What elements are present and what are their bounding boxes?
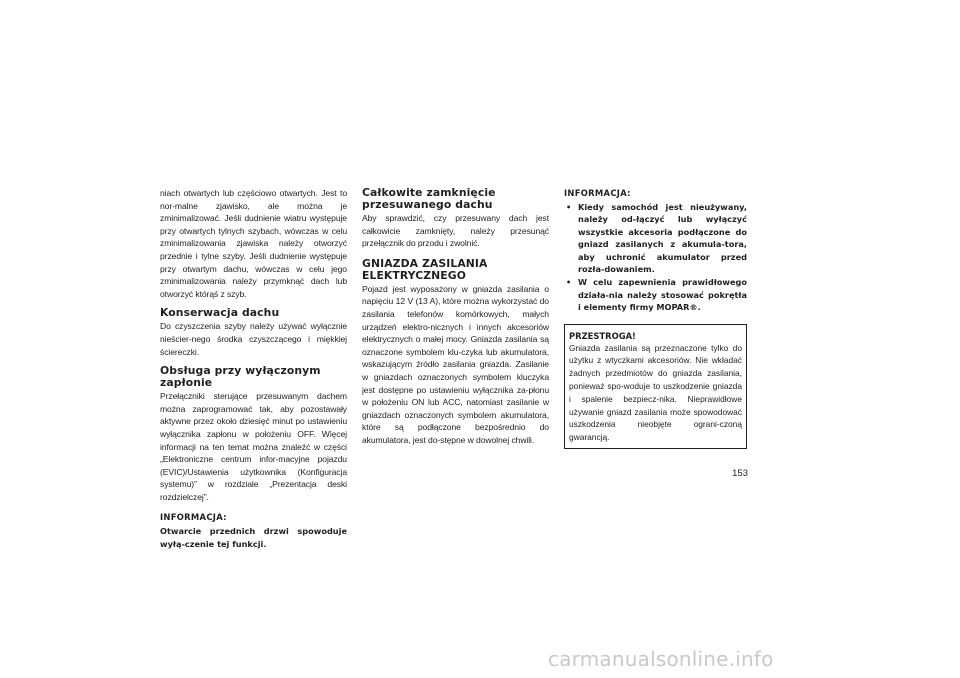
text-column-middle (362, 187, 549, 447)
heading-ignition-off-operation: Obsługa przy wyłączonym zapłonie (160, 364, 321, 390)
full-close-text: Aby sprawdzić, czy przesuwany dach jest całkowicie zamknięty, należy przesunąć przełącznik do przodu i zwolnić. (362, 213, 549, 249)
warning-box (564, 324, 747, 449)
list-item (564, 201, 747, 275)
roof-maintenance-text: Do czyszczenia szyby należy używać wyłącznie nieścier-nego środka czyszczącego i miękkiej ściereczki. (160, 321, 347, 357)
warning-title: PRZESTROGA! (569, 330, 636, 341)
heading-full-close-sunroof: Całkowite zamknięcie przesuwanego dachu (362, 186, 496, 211)
warning-text: Gniazda zasilania są przeznaczone tylko do użytku z wtyczkami akcesoriów. Nie wkładać żadnych przedmiotów do gniazda zasilania, ponieważ spo-woduje to uszkodzenie gniazda i spalenie bezpiecz-nika. Nieprawidłowe używanie gniazd zasilania może spowodować uszkodzenia nieobjęte ograni-czoną gwarancją. (569, 342, 742, 443)
text-column-left (160, 187, 347, 550)
bullet-text: W celu zapewnienia prawidłowego działa-nia należy stosować pokrętła i elementy firmy MOPAR®. (578, 277, 747, 313)
note-text: Otwarcie przednich drzwi spowoduje wyłą-czenie tej funkcji. (160, 526, 347, 549)
note-heading: INFORMACJA: (564, 188, 631, 198)
note-heading: INFORMACJA: (160, 512, 227, 523)
page-number: 153 (732, 468, 748, 479)
watermark-text: carmanualsonline.info (548, 647, 774, 671)
note-bullet-list (564, 201, 747, 314)
ignition-off-text: Przełączniki sterujące przesuwanym dachem można zaprogramować tak, aby pozostawały aktywne przez około dziesięć minut po ustawieniu wyłącznika zapłonu w położeniu OFF. Więcej informacji na ten temat można znaleźć w części „Elektroniczne centrum infor-macyjne pojazdu (EVIC)/Ustawienia użytkownika (Konfiguracja systemu)” w rozdziale „Prezentacja deski rozdzielczej”. (160, 391, 347, 502)
bullet-icon: • (566, 277, 572, 288)
text-column-right (564, 187, 747, 449)
list-item (564, 276, 747, 313)
heading-roof-maintenance: Konserwacja dachu (160, 306, 280, 320)
bullet-icon: • (566, 202, 572, 212)
heading-power-outlets: GNIAZDA ZASILANIA ELEKTRYCZNEGO (362, 256, 488, 282)
intro-paragraph: niach otwartych lub częściowo otwartych. Jest to nor-malne zjawisko, ale można je zminimalizować. Jeśli dudnienie wiatru występuje przy otwartych tylnych szybach, wówczas w celu zminimalizowania zjawiska należy otworzyć przednie i tylne szyby. Jeśli dudnienie występuje przy otwartym dachu, wówczas w celu jego zminimalizowania należy przymknąć dach lub otworzyć którąś z szyb. (160, 188, 347, 299)
power-outlets-text: Pojazd jest wyposażony w gniazda zasilania o napięciu 12 V (13 A), które można wykorzystać do zasilania telefonów komórkowych, małych urządzeń elektro-nicznych i innych akcesoriów elektrycznych o małej mocy. Gniazda zasilania są oznaczone symbolem klu-czyka lub akumulatora, wskazującym źródło zasilania gniazda. Zasilanie w gniazdach oznaczonych symbolem kluczyka jest dostępne po ustawieniu wyłącznika za-płonu w położeniu ON lub ACC, natomiast zasilanie w gniazdach oznaczonych symbolem akumulatora, które są podłączone bezpośrednio do akumulatora, jest do-stępne w dowolnej chwili. (362, 283, 549, 445)
bullet-text: Kiedy samochód jest nieużywany, należy od-łączyć lub wyłączyć wszystkie akcesoria podłączone do gniazd zasilanych z akumula-tora, aby uchronić akumulator przed rozła-dowaniem. (578, 202, 747, 275)
